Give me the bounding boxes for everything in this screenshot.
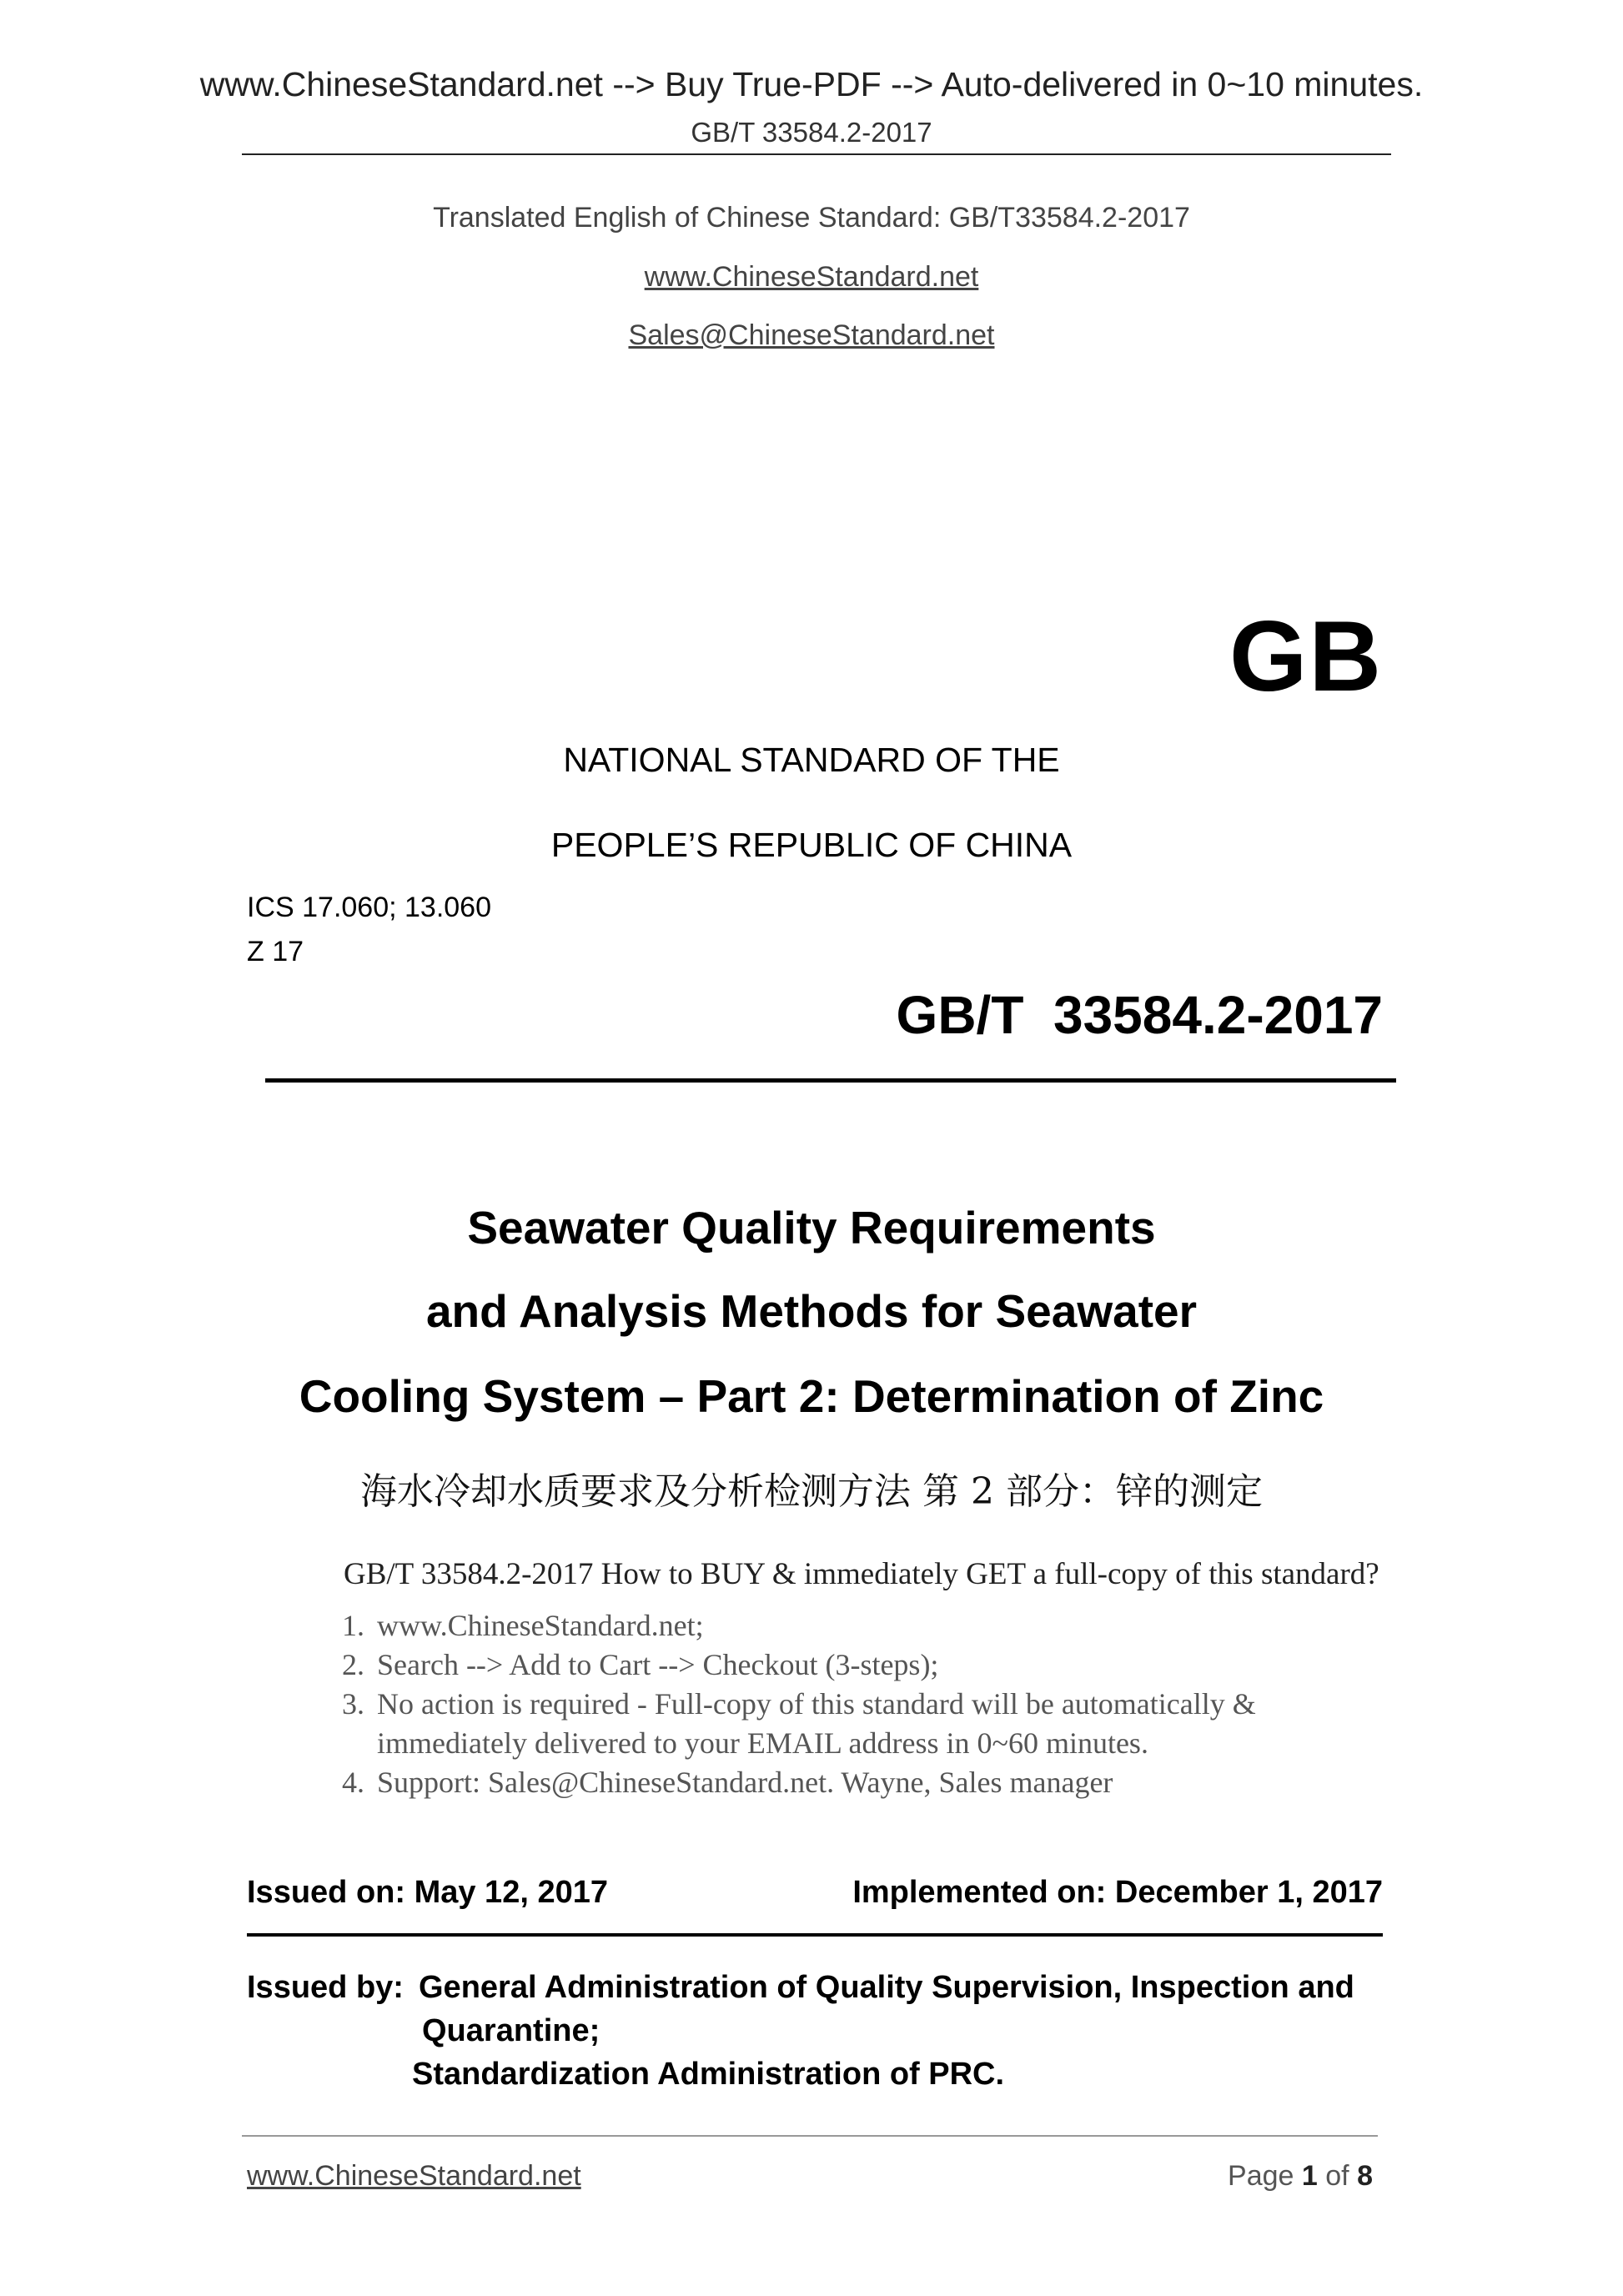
classification-code: Z 17 [247, 936, 304, 967]
buy-step-text: No action is required - Full-copy of this standard will be automatically & [377, 1687, 1256, 1721]
gb-logo: GB [1229, 600, 1383, 712]
sales-email-link[interactable]: Sales@ChineseStandard.net [628, 319, 995, 351]
buy-step-2 [342, 1647, 938, 1682]
sales-link-row [0, 319, 1623, 352]
buy-heading: GB/T 33584.2-2017 How to BUY & immediately GET a full-copy of this standard? [344, 1557, 1379, 1591]
buy-step-text: Search --> Add to Cart --> Checkout (3-steps); [377, 1648, 939, 1681]
implemented-on-date: Implemented on: December 1, 2017 [852, 1875, 1383, 1910]
issuing-org-1-continued: Quarantine; [422, 2013, 600, 2048]
page-current: 1 [1301, 2160, 1318, 2192]
issued-on-date: Issued on: May 12, 2017 [247, 1875, 608, 1910]
page-total: 8 [1357, 2160, 1373, 2192]
buy-step-number: 2. [342, 1648, 364, 1681]
national-standard-line2: PEOPLE’S REPUBLIC OF CHINA [550, 826, 1073, 864]
national-standard-line1: NATIONAL STANDARD OF THE [563, 741, 1060, 779]
header-divider [242, 153, 1391, 155]
page-indicator [1228, 2160, 1373, 2193]
buy-step-number: 3. [342, 1687, 364, 1721]
title-line-1: Seawater Quality Requirements [467, 1202, 1156, 1254]
chinese-title: 海水冷却水质要求及分析检测方法 第 2 部分：锌的测定 [360, 1470, 1263, 1513]
footer-divider [242, 2135, 1378, 2137]
buy-step-4 [342, 1765, 1113, 1800]
title-line-3: Cooling System – Part 2: Determination of Zinc [299, 1370, 1324, 1422]
buy-step-text: www.ChineseStandard.net; [377, 1609, 704, 1642]
title-divider [265, 1078, 1396, 1083]
issuing-org-1: General Administration of Quality Supervision, Inspection and [419, 1970, 1354, 2005]
page-prefix: Page [1228, 2160, 1302, 2192]
ics-code: ICS 17.060; 13.060 [247, 892, 492, 923]
top-banner[interactable]: www.ChineseStandard.net --> Buy True-PDF --> Auto-delivered in 0~10 minutes. [199, 65, 1424, 103]
page-of: of [1317, 2160, 1358, 2192]
issuing-org-2: Standardization Administration of PRC. [412, 2057, 1005, 2092]
standard-number: GB/T 33584.2-2017 [896, 985, 1383, 1045]
buy-step-3-continued [377, 1726, 1148, 1761]
dates-divider [247, 1933, 1383, 1937]
header-standard-code: GB/T 33584.2-2017 [691, 117, 932, 148]
footer-site-link[interactable]: www.ChineseStandard.net [247, 2160, 581, 2192]
buy-step-text: Support: Sales@ChineseStandard.net. Wayne, Sales manager [377, 1766, 1113, 1799]
translated-notice: Translated English of Chinese Standard: GB/T33584.2-2017 [433, 202, 1190, 234]
title-line-2: and Analysis Methods for Seawater [425, 1285, 1198, 1337]
site-link-row [0, 261, 1623, 294]
buy-step-number: 4. [342, 1766, 364, 1799]
buy-step-number: 1. [342, 1609, 364, 1642]
buy-step-3 [342, 1686, 1256, 1721]
buy-step-1 [342, 1608, 704, 1643]
site-link[interactable]: www.ChineseStandard.net [644, 261, 979, 293]
buy-step-text: immediately delivered to your EMAIL address in 0~60 minutes. [377, 1726, 1148, 1760]
issued-by-label: Issued by: [247, 1970, 404, 2005]
